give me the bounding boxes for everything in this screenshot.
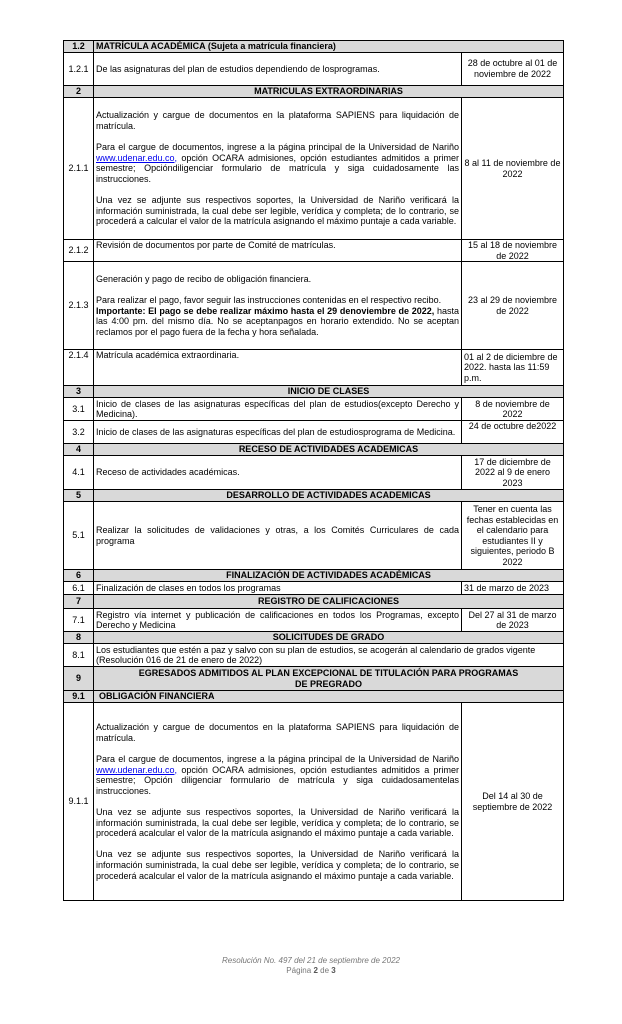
item-date: 17 de diciembre de 2022 al 9 de enero 2023 bbox=[462, 456, 564, 490]
item-description: Inicio de clases de las asignaturas específicas del plan de estudiosprograma de Medicina. bbox=[94, 421, 462, 444]
section-title: INICIO DE CLASES bbox=[94, 386, 564, 398]
item-date: Del 14 al 30 de septiembre de 2022 bbox=[462, 703, 564, 901]
item-date: Tener en cuenta las fechas establecidas en el calendario para estudiantes II y siguientes, periodo B 2022 bbox=[462, 502, 564, 570]
item-number: 4 bbox=[64, 444, 94, 456]
section-row-1-2 bbox=[64, 41, 564, 53]
item-number: 7 bbox=[64, 595, 94, 609]
page-label: Página bbox=[286, 966, 312, 975]
item-number: 8 bbox=[64, 632, 94, 644]
paragraph-end: opción OCARA admisiones, opción estudiantes admitidos a primer semestre; Opcióndiligenciar formulario de matrícula y siga cuidadosamente las instrucciones. bbox=[96, 152, 459, 184]
page-number-line bbox=[0, 966, 622, 976]
item-number: 2.1.3 bbox=[64, 262, 94, 350]
paragraph: Una vez se adjunte sus respectivos soportes, la Universidad de Nariño verificará la información suministrada, la cual debe ser legible, verídica y completa; de lo contrario, se procederá a calcular el valor de la matrícula asignando el máximo puntaje a cada variable. bbox=[96, 194, 459, 227]
item-number: 4.1 bbox=[64, 456, 94, 490]
item-date: 24 de octubre de2022 bbox=[462, 421, 564, 444]
paragraph: Generación y pago de recibo de obligación financiera. bbox=[96, 273, 312, 284]
resolution-line bbox=[0, 956, 622, 966]
paragraph: Una vez se adjunte sus respectivos soportes, la Universidad de Nariño verificará la información suministrada, la cual debe ser legible, verídica y completa; de lo contrario, se procederá acalcular el valor de la matrícula asignando el máximo puntaje a cada variable. bbox=[96, 849, 459, 881]
resolution-label: Resolución No. bbox=[222, 956, 277, 965]
academic-calendar-table bbox=[63, 40, 564, 901]
paragraph: Actualización y cargue de documentos en la plataforma SAPIENS para liquidación de matrícula. bbox=[96, 722, 459, 743]
item-description: De las asignaturas del plan de estudios dependiendo de losprogramas. bbox=[94, 53, 462, 86]
calendar-sheet bbox=[63, 40, 563, 901]
item-row-2-1-1 bbox=[64, 98, 564, 240]
section-title: OBLIGACIÓN FINANCIERA bbox=[94, 691, 564, 703]
paragraph-end: hasta las 4:00 pm. del mismo día. No se aceptanpagos en horario extendido. No se aceptan reclamos por el pago fuera de la fecha y hora señalada. bbox=[96, 305, 459, 337]
paragraph bbox=[96, 306, 459, 338]
section-row-4 bbox=[64, 444, 564, 456]
item-row-9-1-1 bbox=[64, 703, 564, 901]
item-row-3-2 bbox=[64, 421, 564, 444]
item-row-6-1 bbox=[64, 582, 564, 595]
item-description: Inicio de clases de las asignaturas específicas del plan de estudios(excepto Derecho y Medicina). bbox=[94, 398, 462, 421]
item-number: 2.1.4 bbox=[64, 350, 94, 386]
section-row-3 bbox=[64, 386, 564, 398]
item-description: Revisión de documentos por parte de Comité de matrículas. bbox=[94, 240, 462, 262]
item-row-1-2-1 bbox=[64, 53, 564, 86]
item-description: Receso de actividades académicas. bbox=[94, 456, 462, 490]
item-number: 3 bbox=[64, 386, 94, 398]
paragraph-start: Para el cargue de documentos, ingrese a la página principal de la Universidad de Nariño bbox=[96, 142, 459, 153]
item-date: 23 al 29 de noviembre de 2022 bbox=[462, 262, 564, 350]
item-number: 2.1.2 bbox=[64, 240, 94, 262]
item-number: 9.1 bbox=[64, 691, 94, 703]
resolution-number: 497 bbox=[278, 956, 292, 965]
section-title: MATRÍCULA ACADÉMICA (Sujeta a matrícula financiera) bbox=[94, 41, 564, 53]
item-row-2-1-2 bbox=[64, 240, 564, 262]
item-number: 1.2 bbox=[64, 41, 94, 53]
item-row-2-1-4 bbox=[64, 350, 564, 386]
paragraph bbox=[96, 142, 459, 184]
section-row-2 bbox=[64, 86, 564, 98]
section-row-5 bbox=[64, 490, 564, 502]
page-total: 3 bbox=[331, 966, 336, 975]
item-number: 9.1.1 bbox=[64, 703, 94, 901]
section-title: MATRICULAS EXTRAORDINARIAS bbox=[94, 86, 564, 98]
paragraph: Actualización y cargue de documentos en la plataforma SAPIENS para liquidación de matrícula. bbox=[96, 110, 459, 131]
paragraph: Una vez se adjunte sus respectivos soportes, la Universidad de Nariño verificará la información suministrada, la cual debe ser legible, verídica y completa; de lo contrario, se procederá acalcular el valor de la matrícula asignando el máximo puntaje a cada variable. bbox=[96, 806, 459, 839]
item-description: Realizar la solicitudes de validaciones y otras, a los Comités Curriculares de cada programa bbox=[94, 502, 462, 570]
item-description: Registro vía internet y publicación de calificaciones en todos los Programas, excepto Derecho y Medicina bbox=[94, 609, 462, 632]
item-number: 5.1 bbox=[64, 502, 94, 570]
item-row-7-1 bbox=[64, 609, 564, 632]
paragraph-end: opción OCARA admisiones, opción estudiantes admitidos a primer semestre; Opción diligenciar formulario de matrícula y siga cuidadosamentelas instrucciones. bbox=[96, 764, 459, 796]
page-footer bbox=[0, 956, 622, 976]
section-row-7 bbox=[64, 595, 564, 609]
section-row-9-1 bbox=[64, 691, 564, 703]
section-row-9 bbox=[64, 667, 564, 691]
item-number: 1.2.1 bbox=[64, 53, 94, 86]
item-number: 9 bbox=[64, 667, 94, 691]
page-of: de bbox=[320, 966, 330, 975]
item-description bbox=[94, 703, 462, 901]
item-number: 2.1.1 bbox=[64, 98, 94, 240]
item-number: 3.1 bbox=[64, 398, 94, 421]
udenar-link[interactable]: www.udenar.edu.co, bbox=[96, 152, 178, 163]
item-date: Del 27 al 31 de marzo de 2023 bbox=[462, 609, 564, 632]
item-date: 28 de octubre al 01 de noviembre de 2022 bbox=[462, 53, 564, 86]
section-title: RECESO DE ACTIVIDADES ACADEMICAS bbox=[94, 444, 564, 456]
item-row-4-1 bbox=[64, 456, 564, 490]
section-title: SOLICITUDES DE GRADO bbox=[94, 632, 564, 644]
item-number: 7.1 bbox=[64, 609, 94, 632]
section-title: EGRESADOS ADMITIDOS AL PLAN EXCEPCIONAL DE TITULACIÓN PARA PROGRAMAS DE PREGRADO bbox=[94, 667, 564, 691]
item-date: 15 al 18 de noviembre de 2022 bbox=[462, 240, 564, 262]
section-row-8 bbox=[64, 632, 564, 644]
item-date: 8 al 11 de noviembre de 2022 bbox=[462, 98, 564, 240]
item-number: 2 bbox=[64, 86, 94, 98]
item-description: Finalización de clases en todos los programas bbox=[94, 582, 462, 595]
section-title: DESARROLLO DE ACTIVIDADES ACADEMICAS bbox=[94, 490, 564, 502]
section-title: FINALIZACIÓN DE ACTIVIDADES ACADÉMICAS bbox=[94, 570, 564, 582]
item-row-2-1-3 bbox=[64, 262, 564, 350]
udenar-link[interactable]: www.udenar.edu.co, bbox=[96, 764, 178, 775]
paragraph bbox=[96, 754, 459, 796]
item-number: 3.2 bbox=[64, 421, 94, 444]
item-number: 8.1 bbox=[64, 644, 94, 667]
item-date: 01 al 2 de diciembre de 2022. hasta las 11:59 p.m. bbox=[462, 350, 564, 386]
resolution-date: del 21 de septiembre de 2022 bbox=[294, 956, 400, 965]
item-date: 8 de noviembre de 2022 bbox=[462, 398, 564, 421]
item-row-5-1 bbox=[64, 502, 564, 570]
item-number: 6.1 bbox=[64, 582, 94, 595]
important-note: Importante: El pago se debe realizar máximo hasta el 29 denoviembre de 2022, bbox=[96, 305, 435, 316]
item-number: 6 bbox=[64, 570, 94, 582]
item-description: Matrícula académica extraordinaria. bbox=[94, 350, 462, 386]
item-description: Los estudiantes que estén a paz y salvo con su plan de estudios, se acogerán al calendario de grados vigente (Resolución 016 de 21 de enero de 2022) bbox=[94, 644, 564, 667]
item-row-8-1 bbox=[64, 644, 564, 667]
section-row-6 bbox=[64, 570, 564, 582]
item-description bbox=[94, 262, 462, 350]
page-number: 2 bbox=[313, 966, 318, 975]
paragraph: Para realizar el pago, favor seguir las instrucciones contenidas en el respectivo recibo. bbox=[96, 295, 442, 306]
item-date: 31 de marzo de 2023 bbox=[462, 582, 564, 595]
item-description bbox=[94, 98, 462, 240]
section-title: REGISTRO DE CALIFICACIONES bbox=[94, 595, 564, 609]
item-number: 5 bbox=[64, 490, 94, 502]
paragraph-start: Para el cargue de documentos, ingrese a la página principal de la Universidad de Nariño bbox=[96, 754, 459, 765]
item-row-3-1 bbox=[64, 398, 564, 421]
